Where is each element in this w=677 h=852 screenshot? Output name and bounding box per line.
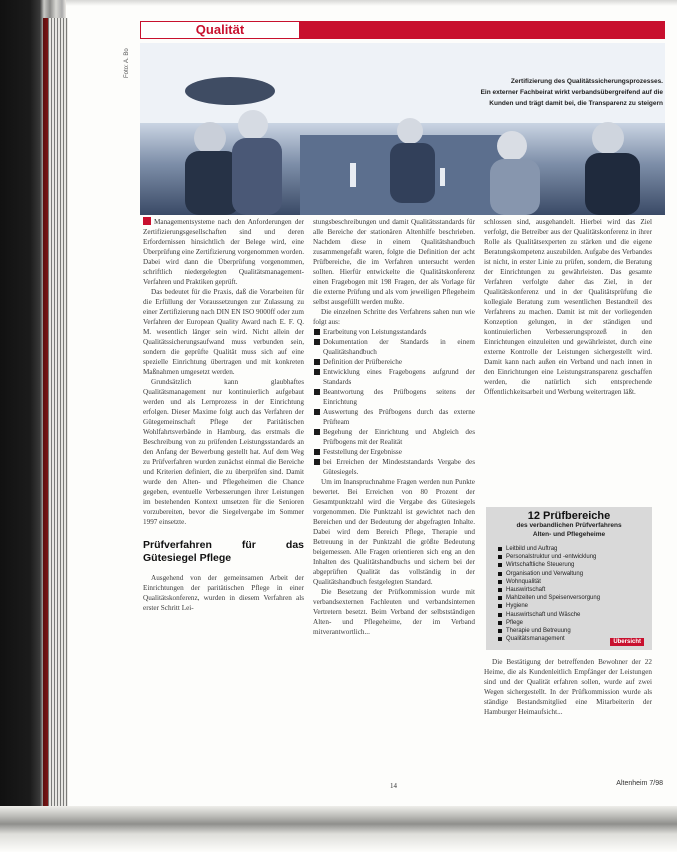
paragraph: Die Besetzung der Prüfkommission wurde mit verbandsexternen Fachleuten und verbandsinternen Vertretern besetzt. Beim Verband der selbstständigen Alten- und Pflegeheime, der im Verband mitverantwortlich... — [313, 588, 475, 636]
text-column-3 — [484, 217, 652, 397]
paragraph: Ausgehend von der gemeinsamen Arbeit der Einrichtungen der paritätischen Pflege in einer Qualitätskonferenz, wurden in diesem Verfahren als erster Schritt Lei- — [143, 574, 304, 612]
text-column-1 — [143, 217, 304, 613]
box-list-item: Qualitätsmanagement — [498, 635, 652, 643]
box-list-item: Pflege — [498, 619, 652, 627]
paragraph: Die einzelnen Schritte des Verfahrens sahen nun wie folgt aus: — [313, 308, 475, 326]
list-item: Beantwortung des Prüfbogens seitens der Einrichtung — [313, 387, 475, 407]
text-column-3-bottom — [484, 657, 652, 717]
box-subtitle-line: Alten- und Pflegeheime — [532, 530, 606, 538]
box-list-item: Leitbild und Auftrag — [498, 545, 652, 553]
info-box-pruefbereiche — [486, 507, 652, 650]
paragraph: schlossen sind, ausgehandelt. Hierbei wird das Ziel verfolgt, die Betreiber aus der Qualitätskonferenz in ihrer Rolle als Qualitätsexperten zu stärken und die eigene Beratungskompetenz auszubilden. Aufgabe des Verbandes ist nicht, in erster Linie zu prüfen, sondern, die Beratung der Einrichtungen zu gewährleisten. Das gesamte Verfahren verfolgte daher das Ziel, in der Qualitätskonferenz und in der Qualitätsprüfung die kollegiale Beratung zum wesentlichen Bestandteil des Verfahrens zu machen. Damit ist mit der vorliegenden Konzeption gelungen, in der ständigen und kontinuierlichen Verbesserungsprozeß in den Einrichtungen einzuleiten und gewährleistet, durch eine externe Kontrolle der Leistungen sichergestellt wird. Damit kann nach außen ein Verband und nach innen in den Einrichtungen eine Leistungstransparenz geschaffen werden, die natürlich sich entsprechende Öffentlichkeitsarbeit und Werbung weitertragen läßt. — [484, 218, 652, 396]
photo-credit: Foto: A. Bo — [124, 48, 130, 78]
box-list-item: Hauswirtschaft — [498, 586, 652, 594]
box-list-item: Hauswirtschaft und Wäsche — [498, 611, 652, 619]
text-column-2 — [313, 217, 475, 637]
box-subtitle-line: des verbandlichen Prüfverfahrens — [516, 522, 622, 529]
paragraph: stungsbeschreibungen und damit Qualitätsstandards für alle Bereiche der stationären Altenhilfe beschrieben. Nachdem diese in einem Qualitätshandbuch zusammengefaßt waren, folgte die Definition der acht Prüfbereiche, die im Verfahren untersucht werden sollten. Hierfür entwickelte die Qualitätskonferenz einen Fragebogen mit 198 Fragen, der als Vorlage für die externe Prüfung und als vom jeweiligen Pflegeheim selbst ausgefüllt werden mußte. — [313, 218, 475, 306]
scan-bottom-edge — [0, 806, 677, 852]
procedure-steps-list — [313, 327, 475, 477]
list-item: Dokumentation der Standards in einem Qualitätshandbuch — [313, 337, 475, 357]
list-item: Feststellung der Ergebnisse — [313, 447, 475, 457]
box-list-item: Therapie und Betreuung — [498, 627, 652, 635]
box-tag: Übersicht — [610, 638, 644, 646]
list-item: Entwicklung eines Fragebogens aufgrund der Standards — [313, 367, 475, 387]
caption-line: Kunden und trägt damit bei, die Transparenz zu steigern — [489, 100, 663, 107]
paragraph-text: Managementsysteme nach den Anforderungen der Zertifizierungsgesellschaften sind und deren Erfordernissen hinsichtlich der Belege wird, eine Überprüfung eine Zertifizierung vorgenommen worden. Dabei wird dann die Überprüfung vorgenommen, schriftlich niedergelegten Qualitätsmanagement-Verfahren und Praktiken geprüft. — [143, 218, 304, 286]
box-list-item: Wirtschaftliche Steuerung — [498, 561, 652, 569]
caption-line: Zertifizierung des Qualitätssicherungsprozesses. — [510, 78, 663, 85]
section-title: Qualität — [195, 22, 245, 37]
box-list-item: Wohnqualität — [498, 578, 652, 586]
paragraph: Grundsätzlich kann glaubhaftes Qualitätsmanagement nur kontinuierlich aufgebaut werden und als Lernprozess in der Einrichtung erfolgen. Dieser Maxime folgt auch das Verfahren der Gütegemeinschaft Pflege der Paritätischen Wohlfahrtsverbände in Hamburg, das erstmals die Beschreibung von zu prüfenden Leistungsstandards an den Anfang der Bewerbung gestellt hat. Auf dem Weg zu Prüfverfahren wurden zunächst einmal die Bereiche und Kriterien definiert, die zu überprüfen sind. Damit wurde den Alten- und Pflegeheimen die Chance gegeben, eventuelle Verbesserungen ihrer Leistungen im bestehenden Kontext umsetzen für die Senioren vorzubereiten, bevor die Siegelvergabe im Sommer 1997 einsetzte. — [143, 378, 304, 526]
article-start-marker — [143, 217, 151, 225]
photo-caption — [403, 76, 663, 109]
box-list-item: Mahlzeiten und Speisenversorgung — [498, 594, 652, 602]
list-item: Auswertung des Prüfbogens durch das externe Prüfteam — [313, 407, 475, 427]
box-title: 12 Prüfbereiche — [527, 510, 611, 522]
list-item: Erarbeitung von Leistungsstandards — [313, 327, 475, 337]
paragraph — [143, 217, 304, 287]
header-photo — [140, 43, 665, 215]
page-stack-edge — [48, 18, 68, 808]
scan-top-edge — [66, 0, 677, 6]
magazine-issue: Altenheim 7/98 — [616, 780, 663, 787]
section-subheading: Prüfverfahren für das Gütesiegel Pflege — [143, 539, 304, 564]
box-list — [498, 545, 652, 643]
box-list-item: Hygiene — [498, 602, 652, 610]
page-number: 14 — [390, 782, 397, 790]
paragraph: Das bedeutet für die Praxis, daß die Vorarbeiten für die Erfüllung der Voraussetzungen zur Zulassung zu einer Zertifizierung nach DIN EN ISO 9000ff oder zum Verfahren der European Quality Award nach E. F. Q. M. wesentlich länger sein wird. Nicht allein der Qualitätssicherungsaufwand muss verbunden sein, sondern die geprüfte Qualität muss sich auf eine spezielle Einrichtung übertragen und mit konkreten Maßnahmen umgesetzt werden. — [143, 288, 304, 376]
caption-line: Ein externer Fachbeirat wirkt verbandsübergreifend auf die — [480, 89, 663, 96]
box-list-item: Organisation und Verwaltung — [498, 570, 652, 578]
list-item: bei Erreichen der Mindeststandards Vergabe des Gütesiegels. — [313, 457, 475, 477]
list-item: Definition der Prüfbereiche — [313, 357, 475, 367]
list-item: Begehung der Einrichtung und Abgleich des Prüfbogens mit der Realität — [313, 427, 475, 447]
paragraph: Um im Inanspruchnahme Fragen werden nun Punkte bewertet. Bei Erreichen von 80 Prozent der Gesamtpunktzahl wird die Vergabe des Gütesiegels vorgenommen. Die Punktzahl ist gewichtet nach den Bereichen und der Bedeutung der abgefragten Inhalte. Dabei wird dem Bereich Pflege, Therapie und Betreuung in der Punktzahl die größte Bedeutung beigemessen. Alle Fragen orientieren sich eng an den Inhalten des Qualitätshandbuchs und sichern bei der abgeprüften Qualität das vollständig in der Qualitätshandbuch festgelegten Standard. — [313, 478, 475, 586]
paragraph: Die Bestätigung der betreffenden Bewohner der 22 Heime, die als Kundenleitlich Empfänger der Leistungen sind und der Qualität erfahren sollen, wurde auf zwei Wegen sichergestellt. In der Prüfkommission wurde als ständige Bestandsmitglied eine Mitarbeiterin der Hamburger Heimaufsicht... — [484, 658, 652, 716]
photo-people-illustration — [140, 43, 665, 215]
box-list-item: Personalstruktur und -entwicklung — [498, 553, 652, 561]
